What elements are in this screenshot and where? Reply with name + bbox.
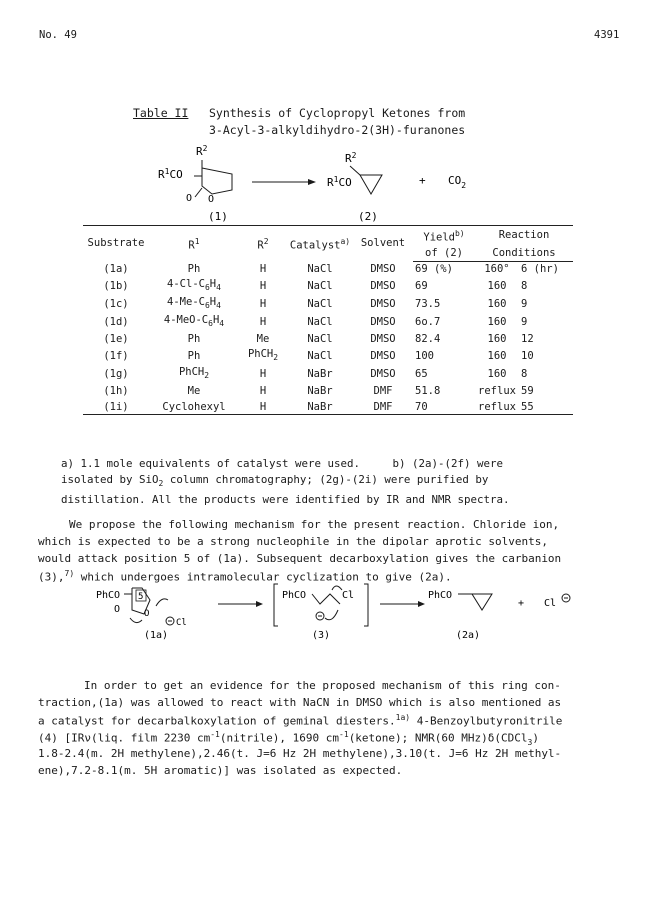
cell-solvent: DMSO — [370, 368, 396, 381]
cell-solvent: DMSO — [370, 280, 396, 293]
scheme-o-ring: O — [208, 194, 215, 205]
cell-substrate: (1d) — [103, 316, 129, 329]
cell-r2: H — [259, 263, 267, 276]
mech-label-1a: (1a) — [144, 630, 169, 641]
cell-r1: Ph — [187, 333, 201, 346]
para1-line1: We propose the following mechanism for the present reaction. Chloride ion, — [69, 518, 560, 531]
cell-substrate: (1c) — [103, 298, 129, 311]
cell-r2: H — [259, 316, 267, 329]
table-row — [83, 383, 573, 399]
cell-time: 8 — [521, 280, 528, 293]
cell-yield: 100 — [415, 350, 434, 363]
cell-solvent: DMSO — [370, 263, 396, 276]
footnote-a: a) 1.1 mole equivalents of catalyst were used. — [61, 457, 361, 470]
col-conditions: Reaction — [475, 226, 573, 246]
cell-solvent: DMSO — [370, 298, 396, 311]
cell-r2: H — [259, 280, 267, 293]
cell-yield: 82.4 — [415, 333, 441, 346]
cell-r1: PhCH$_2$ — [178, 366, 210, 381]
table-row — [83, 277, 573, 295]
cell-time: 6 (hr) — [521, 263, 559, 276]
mech-cl-attack: Cl — [176, 618, 187, 628]
cell-yield: 65 — [415, 368, 428, 381]
cell-temp: reflux — [475, 399, 519, 415]
cell-temp: 160 — [487, 298, 507, 311]
cell-solvent: DMSO — [370, 316, 396, 329]
cell-catalyst: NaBr — [287, 399, 353, 415]
para1-line3: would attack position 5 of (1a). Subsequent decarboxylation gives the carbanion — [38, 552, 562, 565]
mech-phco-2: PhCO — [282, 590, 307, 601]
table-row — [83, 331, 573, 347]
mech-phco-3: PhCO — [428, 590, 453, 601]
col-r1: $R^1$ — [149, 226, 239, 262]
footnote-b: b) (2a)-(2f) were — [392, 457, 504, 470]
col-conditions-sub: Conditions — [475, 246, 573, 262]
cell-solvent: DMF — [353, 399, 413, 415]
table-label: Table II — [133, 106, 189, 120]
cell-temp: 160° — [484, 263, 510, 276]
mech-phco-1: PhCO — [96, 590, 121, 601]
cell-catalyst: NaCl — [307, 316, 333, 329]
cell-substrate: (1h) — [103, 384, 129, 397]
para1-line4: (3),$^{7)}$ which undergoes intramolecular cyclization to give (2a). — [38, 569, 452, 584]
cell-catalyst: NaCl — [307, 350, 333, 363]
col-solvent: Solvent — [353, 226, 413, 262]
scheme-r2-right: $R^2$ — [345, 151, 357, 165]
table-row — [83, 295, 573, 313]
mech-o-ring: O — [144, 609, 150, 619]
mech-o-exo: O — [114, 604, 121, 615]
cell-substrate: (1b) — [103, 280, 129, 293]
cell-yield: 69 (%) — [415, 263, 453, 276]
cell-catalyst: NaBr — [307, 384, 333, 397]
cell-r1: $4-Me-C_6H_4$ — [167, 296, 221, 311]
cell-r1: Ph — [187, 350, 201, 363]
cell-r2: H — [259, 298, 267, 311]
table-row — [83, 261, 573, 277]
reaction-scheme — [150, 142, 530, 224]
cell-r2: PhCH$_2$ — [247, 347, 279, 363]
mechanism-scheme — [80, 580, 620, 642]
table-row — [83, 313, 573, 331]
cell-r1: Cyclohexyl — [149, 399, 239, 415]
para1-line2: which is expected to be a strong nucleophile in the dipolar aprotic solvents, — [38, 535, 548, 548]
cell-catalyst: NaCl — [307, 263, 333, 276]
cell-catalyst: NaBr — [307, 368, 333, 381]
cell-temp: 160 — [487, 280, 507, 293]
mech-label-2a: (2a) — [456, 630, 481, 641]
cell-temp: 160 — [487, 333, 507, 346]
cell-substrate: (1f) — [103, 350, 129, 363]
scheme-co2: $CO_2$ — [448, 174, 467, 190]
mech-cl-product: Cl — [544, 598, 557, 609]
synthesis-table — [83, 225, 573, 415]
table-row — [83, 347, 573, 365]
footnote-line2: isolated by SiO$_2$ column chromatography; (2g)-(2i) were purified by — [61, 473, 489, 489]
mech-pos5: 5 — [138, 592, 144, 602]
para2-line5: 1.8-2.4(m. 2H methylene),2.46(t. J=6 Hz 2H methylene),3.10(t. J=6 Hz 2H methyl- — [38, 747, 562, 760]
col-substrate: Substrate — [83, 226, 149, 262]
table-title-line2: 3-Acyl-3-alkyldihydro-2(3H)-furanones — [209, 123, 466, 137]
para2-line6: ene),7.2-8.1(m. 5H aromatic)] was isolated as expected. — [38, 764, 403, 777]
para2-line3: a catalyst for decarbalkoxylation of geminal diesters.$^{1a)}$ 4-Benzoylbutyronitrile — [38, 713, 563, 728]
cell-time: 55 — [519, 399, 573, 415]
cell-temp: reflux — [478, 384, 516, 397]
cell-solvent: DMF — [373, 384, 393, 397]
scheme-r1co-left: $R^1CO$ — [158, 167, 183, 181]
scheme-plus: + — [419, 174, 426, 187]
table-footnotes — [61, 456, 621, 508]
cell-temp: 160 — [487, 316, 507, 329]
cell-catalyst: NaCl — [307, 333, 333, 346]
cell-r2: H — [259, 384, 267, 397]
col-r2: $R^2$ — [239, 226, 287, 262]
cell-yield: 69 — [415, 280, 428, 293]
footnote-line3: distillation. All the products were identified by IR and NMR spectra. — [61, 493, 510, 507]
cell-r2: H — [259, 368, 267, 381]
table-row — [83, 399, 573, 415]
table-row — [83, 365, 573, 383]
cell-catalyst: NaCl — [307, 298, 333, 311]
cell-r1: $4-MeO-C_6H_4$ — [163, 314, 225, 329]
cell-substrate: (1a) — [103, 263, 129, 276]
cell-yield: 70 — [413, 399, 475, 415]
cell-time: 9 — [521, 316, 528, 329]
para2-line4: (4) [IRν(liq. film 2230 $cm^{-1}(nitrile)$, 1690 $cm^{-1}(ketone)$; NMR(60 MHz)δ(CDCl$_3$) — [38, 730, 539, 747]
cell-time: 10 — [521, 350, 534, 363]
cell-time: 59 — [521, 384, 534, 397]
col-yield: Yield$^{b)}$ — [413, 226, 475, 246]
cell-yield: 6o.7 — [415, 316, 441, 329]
cell-substrate: (1e) — [103, 333, 129, 346]
cell-solvent: DMSO — [370, 350, 396, 363]
cell-r1: Me — [187, 384, 201, 397]
cell-r1: $4-Cl-C_6H_4$ — [167, 278, 221, 293]
cell-substrate: (1g) — [103, 368, 129, 381]
cell-catalyst: NaCl — [307, 280, 333, 293]
scheme-label-1: (1) — [208, 210, 228, 223]
cell-time: 9 — [521, 298, 528, 311]
cell-time: 8 — [521, 368, 528, 381]
cell-yield: 73.5 — [415, 298, 441, 311]
col-yield-sub: of (2) — [413, 246, 475, 262]
cell-r2: Me — [256, 333, 270, 346]
scheme-r2-left: $R^2$ — [196, 144, 208, 158]
para2-line1: In order to get an evidence for the proposed mechanism of this ring con- — [84, 679, 561, 692]
table-title-line1: Synthesis of Cyclopropyl Ketones from — [209, 106, 466, 120]
cell-solvent: DMSO — [370, 333, 396, 346]
cell-temp: 160 — [487, 350, 507, 363]
para2-line2: traction,(1a) was allowed to react with NaCN in DMSO which is also mentioned as — [38, 696, 562, 709]
mech-cl-leaving: Cl — [342, 590, 355, 601]
cell-substrate: (1i) — [83, 399, 149, 415]
page-number: 4391 — [594, 29, 620, 41]
scheme-label-2: (2) — [358, 210, 378, 223]
issue-number: No. 49 — [39, 29, 77, 41]
cell-r2: H — [239, 399, 287, 415]
mech-plus: + — [518, 598, 525, 609]
cell-yield: 51.8 — [415, 384, 441, 397]
scheme-o-exo: O — [186, 193, 193, 204]
cell-time: 12 — [521, 333, 534, 346]
scheme-r1co-right: $R^1CO$ — [327, 175, 352, 189]
cell-r1: Ph — [187, 263, 201, 276]
mech-label-3: (3) — [312, 630, 331, 641]
col-catalyst: Catalyst$^{a)}$ — [287, 226, 353, 262]
cell-temp: 160 — [487, 368, 507, 381]
